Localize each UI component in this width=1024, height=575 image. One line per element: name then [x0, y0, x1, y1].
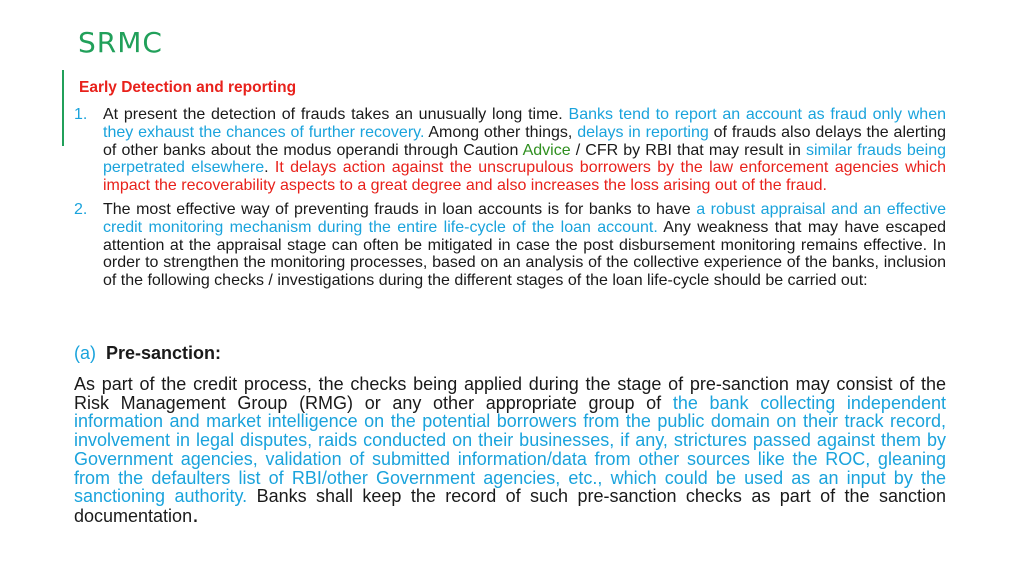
- highlight-green: Advice: [522, 141, 571, 159]
- text-run: .: [192, 500, 199, 528]
- list-number: 1.: [74, 106, 88, 123]
- highlight-red: It delays action against the unscrupulous borrowers by the law enforcement agencies which impact the recoverability aspects to a great degree and also increases the loss arising out of the fraud.: [103, 159, 947, 195]
- text-run: of frauds also delays the alerting of other banks about the modus operandi through Caution: [103, 123, 947, 159]
- text-run: At present the detection of frauds takes an unusually long time.: [103, 106, 569, 123]
- text-run: .: [264, 159, 275, 177]
- subsection-letter: (a): [74, 343, 96, 363]
- list-item: [74, 106, 946, 195]
- text-run: Among other things,: [424, 123, 578, 141]
- page-title: SRMC: [78, 26, 163, 59]
- accent-bar: [62, 70, 64, 146]
- highlight-blue: delays in reporting: [577, 123, 709, 141]
- numbered-list: [74, 106, 946, 296]
- section-subtitle: Early Detection and reporting: [79, 79, 297, 96]
- subsection-heading: [74, 343, 221, 364]
- text-run: The most effective way of preventing frauds in loan accounts is for banks to have: [103, 200, 697, 218]
- highlight-blue: the bank collecting independent information and market intelligence on the potential borrowers from the public domain on their track record, involvement in legal disputes, raids conducted on their businesses, if any, strictures passed against them by Government agencies, validation of submitted information/data from other sources like the ROC, gleaning from the defaulters list of RBI/other Government agencies, etc., which could be used as an input by the sanctioning authority.: [74, 392, 946, 507]
- list-number: 2.: [74, 200, 88, 218]
- pre-sanction-paragraph: [74, 375, 946, 526]
- highlight-blue: similar frauds being perpetrated elsewhere: [103, 141, 946, 177]
- text-run: Any weakness that may have escaped attention at the appraisal stage can often be mitigated in case the post disbursement monitoring remains effective. In order to strengthen the monitoring processes, based on an analysis of the collective experience of the banks, inclusion of the following checks / investigations during the different stages of the loan life-cycle should be carried out:: [103, 218, 946, 290]
- text-run: As part of the credit process, the checks being applied during the stage of pre-sanction may consist of the Risk Management Group (RMG) or any other appropriate group of: [74, 374, 946, 413]
- text-run: Banks shall keep the record of such pre-sanction checks as part of the sanction documentation: [74, 486, 946, 526]
- highlight-blue: Banks tend to report an account as fraud only when they exhaust the chances of further recovery.: [103, 106, 947, 141]
- highlight-blue: a robust appraisal and an effective credit monitoring mechanism during the entire life-cycle of the loan account.: [103, 200, 947, 236]
- subsection-label: Pre-sanction:: [106, 343, 222, 363]
- text-run: / CFR by RBI that may result in: [570, 141, 806, 159]
- list-item: [74, 201, 946, 290]
